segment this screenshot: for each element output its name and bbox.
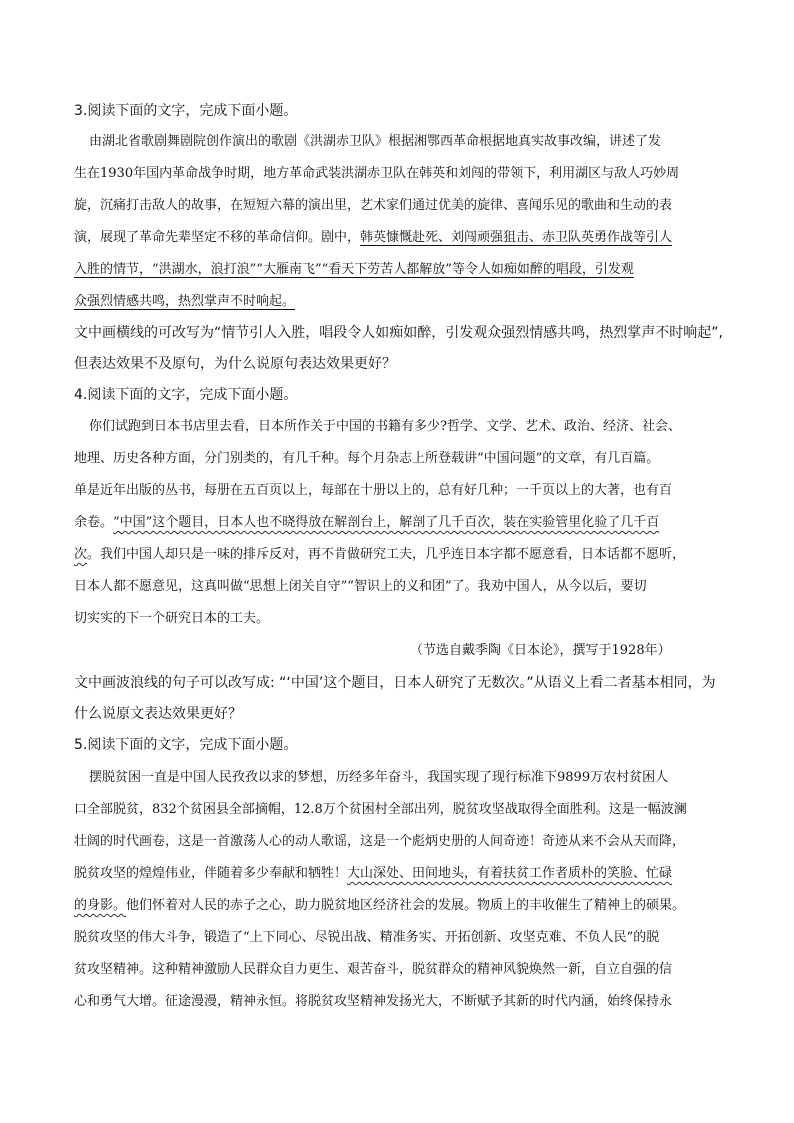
passage-3-line-4: [74, 231, 672, 244]
underlined-sentence-part-3: 众强烈情感共鸣，热烈掌声不时响起。: [74, 294, 296, 309]
passage-3-line-3: 旋，沉痛打击敌人的故事，在短短六幕的演出里，艺术家们通过优美的旋律、喜闻乐见的歌曲和生动的表: [74, 198, 673, 213]
passage-4-line-5: [74, 548, 685, 561]
passage-5-line-6: 脱贫攻坚的伟大斗争，锻造了“上下同心、尽锐出战、精准务实、开拓创新、攻坚克难、不负人民”的脱: [74, 930, 660, 945]
passage-5-line-1: 摆脱贫困一直是中国人民孜孜以求的梦想，历经多年奋斗，我国实现了现行标准下9899万农村贫困人: [89, 770, 669, 785]
passage-4-source: （节选自戴季陶《日本论》，撰写于1928年）: [410, 643, 671, 658]
passage-5-line-2: 口全部脱贫，832个贫困县全部摘帽，12.8万个贫困村全部出列，脱贫攻坚战取得全面胜利。这是一幅波澜: [74, 802, 687, 817]
passage-4-line-5-plain: 。我们中国人却只是一味的排斥反对，再不肯做研究工夫，几乎连日本字都不愿意看，日本话都不愿听，: [87, 547, 686, 562]
passage-5-line-5-plain: 他们怀着对人民的赤子之心，助力脱贫地区经济社会的发展。物质上的丰收催生了精神上的硕果。: [126, 898, 686, 913]
passage-4-line-2: 地理、历史各种方面，分门别类的，有几千种。每个月杂志上所登载讲“中国问题”的文章，有几百篇。: [74, 451, 660, 466]
question-3-prompt-line-1: 文中画横线的可改写为“情节引人入胜，唱段令人如痴如醉，引发观众强烈情感共鸣，热烈掌声不时响起”,: [74, 325, 723, 341]
question-4-heading: 4.阅读下面的文字，完成下面小题。: [74, 387, 298, 403]
underlined-sentence-q5-part-2: 的身影。: [74, 898, 127, 913]
passage-4-line-1: 你们试跑到日本书店里去看，日本所作关于中国的书籍有多少?哲学、文学、艺术、政治、经济、社会、: [89, 419, 681, 434]
passage-4-line-7: 切实实的下一个研究日本的工夫。: [74, 611, 270, 626]
passage-5-line-3: 壮阔的时代画卷，这是一首激荡人心的动人歌谣，这是一个彪炳史册的人间奇迹！奇迹从来不会从天而降，: [74, 834, 686, 849]
passage-5-line-4: [74, 867, 672, 880]
underlined-sentence-q5-part-1: 大山深处、田间地头，有着扶贫工作者质朴的笑脸、忙碌: [347, 866, 673, 881]
passage-3-line-4-plain: 演，展现了革命先辈坚定不移的革命信仰。剧中，: [74, 230, 361, 245]
question-4-prompt-line-1: 文中画波浪线的句子可以改写成: “‘中国’这个题目，日本人研究了无数次。”从语义上看二者基本相同，为: [74, 675, 716, 691]
question-5-heading: 5.阅读下面的文字，完成下面小题。: [74, 737, 298, 753]
passage-5-line-5: [74, 899, 685, 912]
underlined-sentence-part-2: 入胜的情节，“洪湖水，浪打浪”“大雁南飞”“看天下劳苦人都解放”等令人如痴如醉的唱段，引发观: [74, 262, 634, 277]
underlined-sentence-part-1: 韩英慷慨赴死、刘闯顽强狙击、赤卫队英勇作战等引人: [360, 230, 673, 245]
passage-4-line-6: 日本人都不愿意见，这真叫做“思想上闭关自守”“智识上的义和团”了。我劝中国人，从今以后，要切: [74, 579, 647, 594]
passage-5-line-4-plain: 脱贫攻坚的煌煌伟业，伴随着多少奉献和牺牲！: [74, 866, 348, 881]
wavy-sentence-part-1: “中国”这个题目，日本人也不晓得放在解剖台上，解剖了几千百次，装在实验管里化验了几千百: [113, 515, 660, 530]
passage-4-line-4-plain: 余卷。: [74, 515, 114, 530]
passage-4-line-3: 单是近年出版的丛书，每册在五百页以上，每部在十册以上的，总有好几种；一千页以上的大著，也有百: [74, 483, 673, 498]
passage-3-line-1: 由湖北省歌剧舞剧院创作演出的歌剧《洪湖赤卫队》根据湘鄂西革命根据地真实故事改编，讲述了发: [89, 134, 662, 149]
wavy-sentence-part-2: 次: [74, 547, 88, 562]
passage-3-line-2: 生在1930年国内革命战争时期，地方革命武装洪湖赤卫队在韩英和刘闯的带领下，利用湖区与敌人巧妙周: [74, 166, 680, 181]
passage-4-line-4: [74, 516, 659, 529]
question-3-prompt-line-2: 但表达效果不及原句，为什么说原句表达效果更好？: [74, 356, 396, 372]
passage-5-line-8: 心和勇气大增。征途漫漫，精神永恒。将脱贫攻坚精神发扬光大，不断赋予其新的时代内涵，始终保持永: [74, 994, 673, 1009]
passage-5-line-7: 贫攻坚精神。这种精神激励人民群众自力更生、艰苦奋斗，脱贫群众的精神风貌焕然一新，自立自强的信: [74, 962, 673, 977]
question-3-heading: 3.阅读下面的文字，完成下面小题。: [74, 103, 298, 119]
question-4-prompt-line-2: 什么说原文表达效果更好？: [74, 706, 242, 722]
